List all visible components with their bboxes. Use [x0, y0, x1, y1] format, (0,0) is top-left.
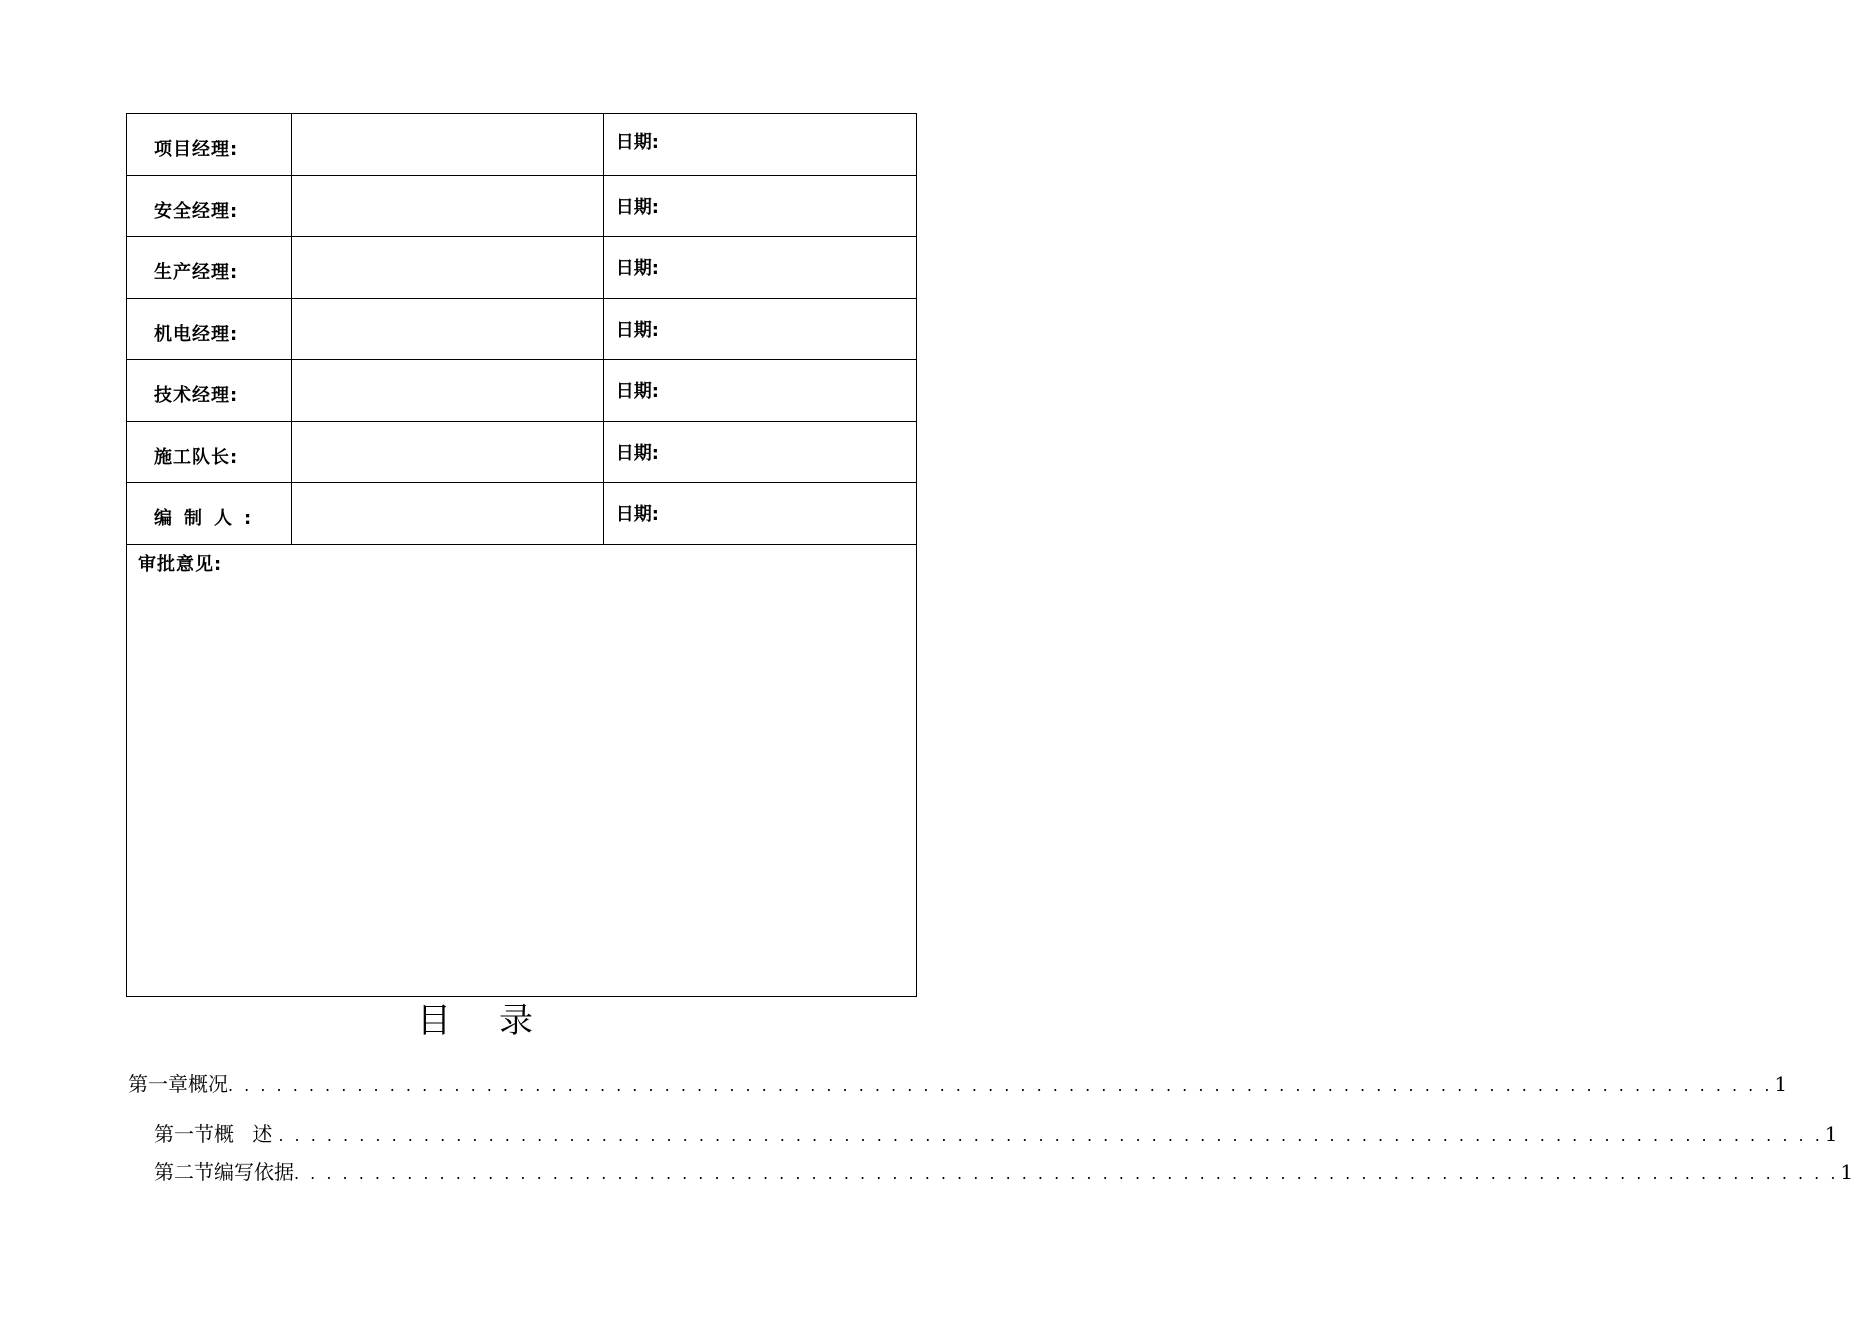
- toc-entry-prefix: 第一节: [154, 1122, 214, 1146]
- toc-leader-dots: . . . . . . . . . . . . . . . . . . . . . . . . . . . . . . . . . . . . . . . . . . . . . . . . . . . . . . . . . . . . . . . . . . . . . . . . . . . . . . . . . . . . . . . . . . . . . . . .: [228, 1076, 1773, 1095]
- role-label-technical-manager: 技术经理:: [127, 360, 292, 422]
- toc-entry-page: 1: [1840, 1160, 1853, 1184]
- toc-entry-page: 1: [1774, 1072, 1788, 1096]
- toc-entry-page: 1: [1824, 1122, 1838, 1146]
- approval-opinion-label: 审批意见:: [138, 553, 223, 575]
- signature-field-electromechanical-manager[interactable]: [291, 298, 603, 360]
- table-row: [127, 298, 917, 360]
- role-label-construction-foreman: 施工队长:: [127, 421, 292, 483]
- approval-opinion-field[interactable]: [127, 544, 917, 996]
- toc-entry-section-2[interactable]: [154, 1156, 1853, 1185]
- date-label: 日期:: [603, 360, 916, 422]
- toc-entry-section-1[interactable]: [154, 1118, 1838, 1147]
- date-label: 日期:: [603, 114, 916, 176]
- role-label-project-manager: 项目经理:: [127, 114, 292, 176]
- toc-entry-chapter-1[interactable]: [128, 1068, 1788, 1097]
- table-row: [127, 360, 917, 422]
- table-row: [127, 483, 917, 545]
- date-label: 日期:: [603, 237, 916, 299]
- signature-field-project-manager[interactable]: [291, 114, 603, 176]
- date-label: 日期:: [603, 421, 916, 483]
- role-label-electromechanical-manager: 机电经理:: [127, 298, 292, 360]
- table-row: [127, 175, 917, 237]
- table-row: [127, 421, 917, 483]
- table-row: [127, 237, 917, 299]
- signature-field-construction-foreman[interactable]: [291, 421, 603, 483]
- toc-entry-text: 编写依据: [214, 1160, 294, 1184]
- toc-entry-text: 概 述: [214, 1122, 279, 1146]
- date-label: 日期:: [603, 298, 916, 360]
- toc-title: 目录: [417, 1001, 581, 1041]
- role-label-safety-manager: 安全经理:: [127, 175, 292, 237]
- table-row-opinion: [127, 544, 917, 996]
- signature-field-production-manager[interactable]: [291, 237, 603, 299]
- toc-entry-prefix: 第二节: [154, 1160, 214, 1184]
- signature-field-preparer[interactable]: [291, 483, 603, 545]
- toc-leader-dots: . . . . . . . . . . . . . . . . . . . . . . . . . . . . . . . . . . . . . . . . . . . . . . . . . . . . . . . . . . . . . . . . . . . . . . . . . . . . . . . . . . . . . . . . . . . . . . . .: [294, 1164, 1839, 1183]
- table-row: [127, 114, 917, 176]
- toc-entry-prefix: 第一章: [128, 1072, 188, 1096]
- approval-table: [126, 113, 917, 997]
- toc-entry-text: 概况: [188, 1072, 228, 1096]
- role-label-production-manager: 生产经理:: [127, 237, 292, 299]
- signature-field-technical-manager[interactable]: [291, 360, 603, 422]
- role-label-preparer: 编制人:: [127, 483, 292, 545]
- toc-leader-dots: . . . . . . . . . . . . . . . . . . . . . . . . . . . . . . . . . . . . . . . . . . . . . . . . . . . . . . . . . . . . . . . . . . . . . . . . . . . . . . . . . . . . . . . . . . . . . . . .: [278, 1126, 1823, 1145]
- date-label: 日期:: [603, 483, 916, 545]
- signature-field-safety-manager[interactable]: [291, 175, 603, 237]
- date-label: 日期:: [603, 175, 916, 237]
